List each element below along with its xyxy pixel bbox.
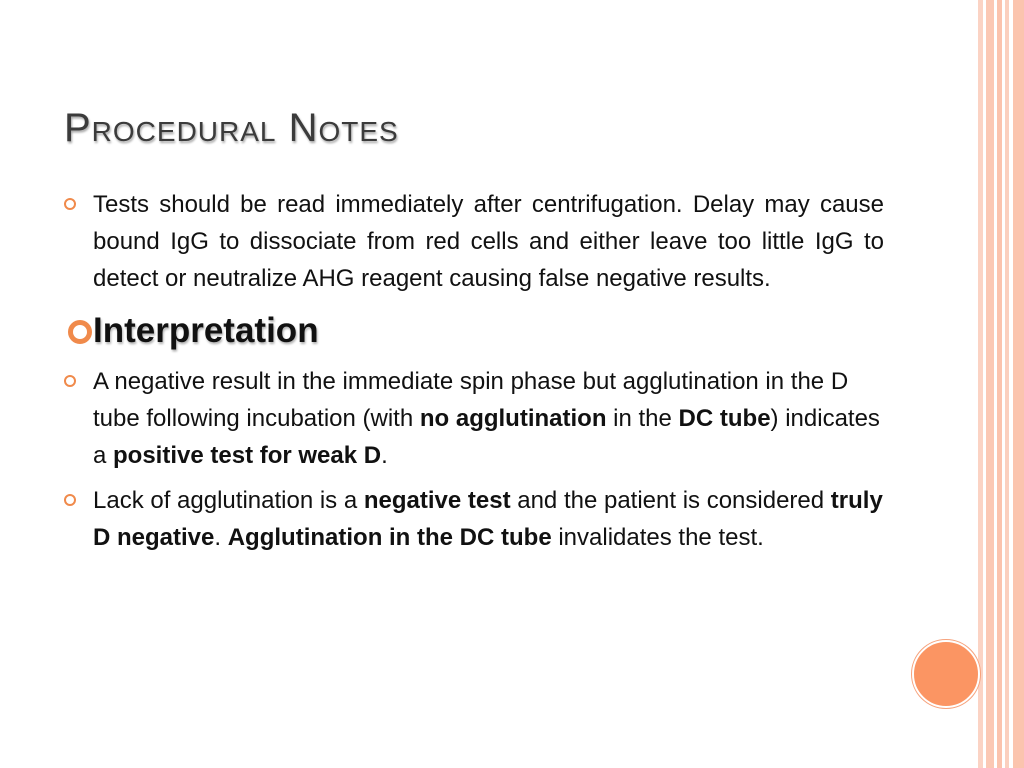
- slide-content: [64, 186, 884, 556]
- bullet-text: invalidates the test.: [551, 524, 764, 551]
- bullet-ring-icon: [68, 320, 92, 344]
- bullet-d-negative: [64, 482, 884, 556]
- bullet-text: .: [381, 442, 388, 469]
- bullet-ring-icon: [64, 494, 76, 506]
- bullet-ring-icon: [64, 198, 76, 210]
- bold-text: negative test: [363, 487, 511, 514]
- bullet-text: A negative result in the immediate spin phase but agglutination in the D tube following incubation (with: [93, 368, 849, 432]
- bullet-text: Lack of agglutination is a: [93, 487, 364, 514]
- heading-text: Interpretation: [93, 311, 319, 350]
- bullet-text: Tests should be read immediately after centrifugation. Delay may cause bound IgG to dissociate from red cells and either leave too little IgG to detect or neutralize AHG reagent causing false negative results.: [93, 191, 884, 292]
- slide-title: Procedural Notes: [64, 106, 399, 150]
- bullet-ring-icon: [64, 375, 76, 387]
- bold-text: truly D negative: [93, 487, 883, 551]
- decorative-stripe: [1013, 0, 1024, 768]
- bullet-text: .: [214, 524, 228, 551]
- bullet-text: ) indicates a: [93, 405, 880, 469]
- bold-text: positive test for weak D: [113, 442, 382, 469]
- bullet-text: and the patient is considered: [510, 487, 831, 514]
- bullet-weak-d-positive: [64, 363, 884, 474]
- bullet-text: in the: [606, 405, 679, 432]
- bold-text: DC tube: [678, 405, 771, 432]
- decorative-stripe: [986, 0, 994, 768]
- decorative-circle: [912, 640, 980, 708]
- bullet-read-immediately: [64, 186, 884, 297]
- bold-text: no agglutination: [419, 405, 607, 432]
- bold-text: Agglutination in the DC tube: [227, 524, 552, 551]
- section-heading: [64, 307, 884, 355]
